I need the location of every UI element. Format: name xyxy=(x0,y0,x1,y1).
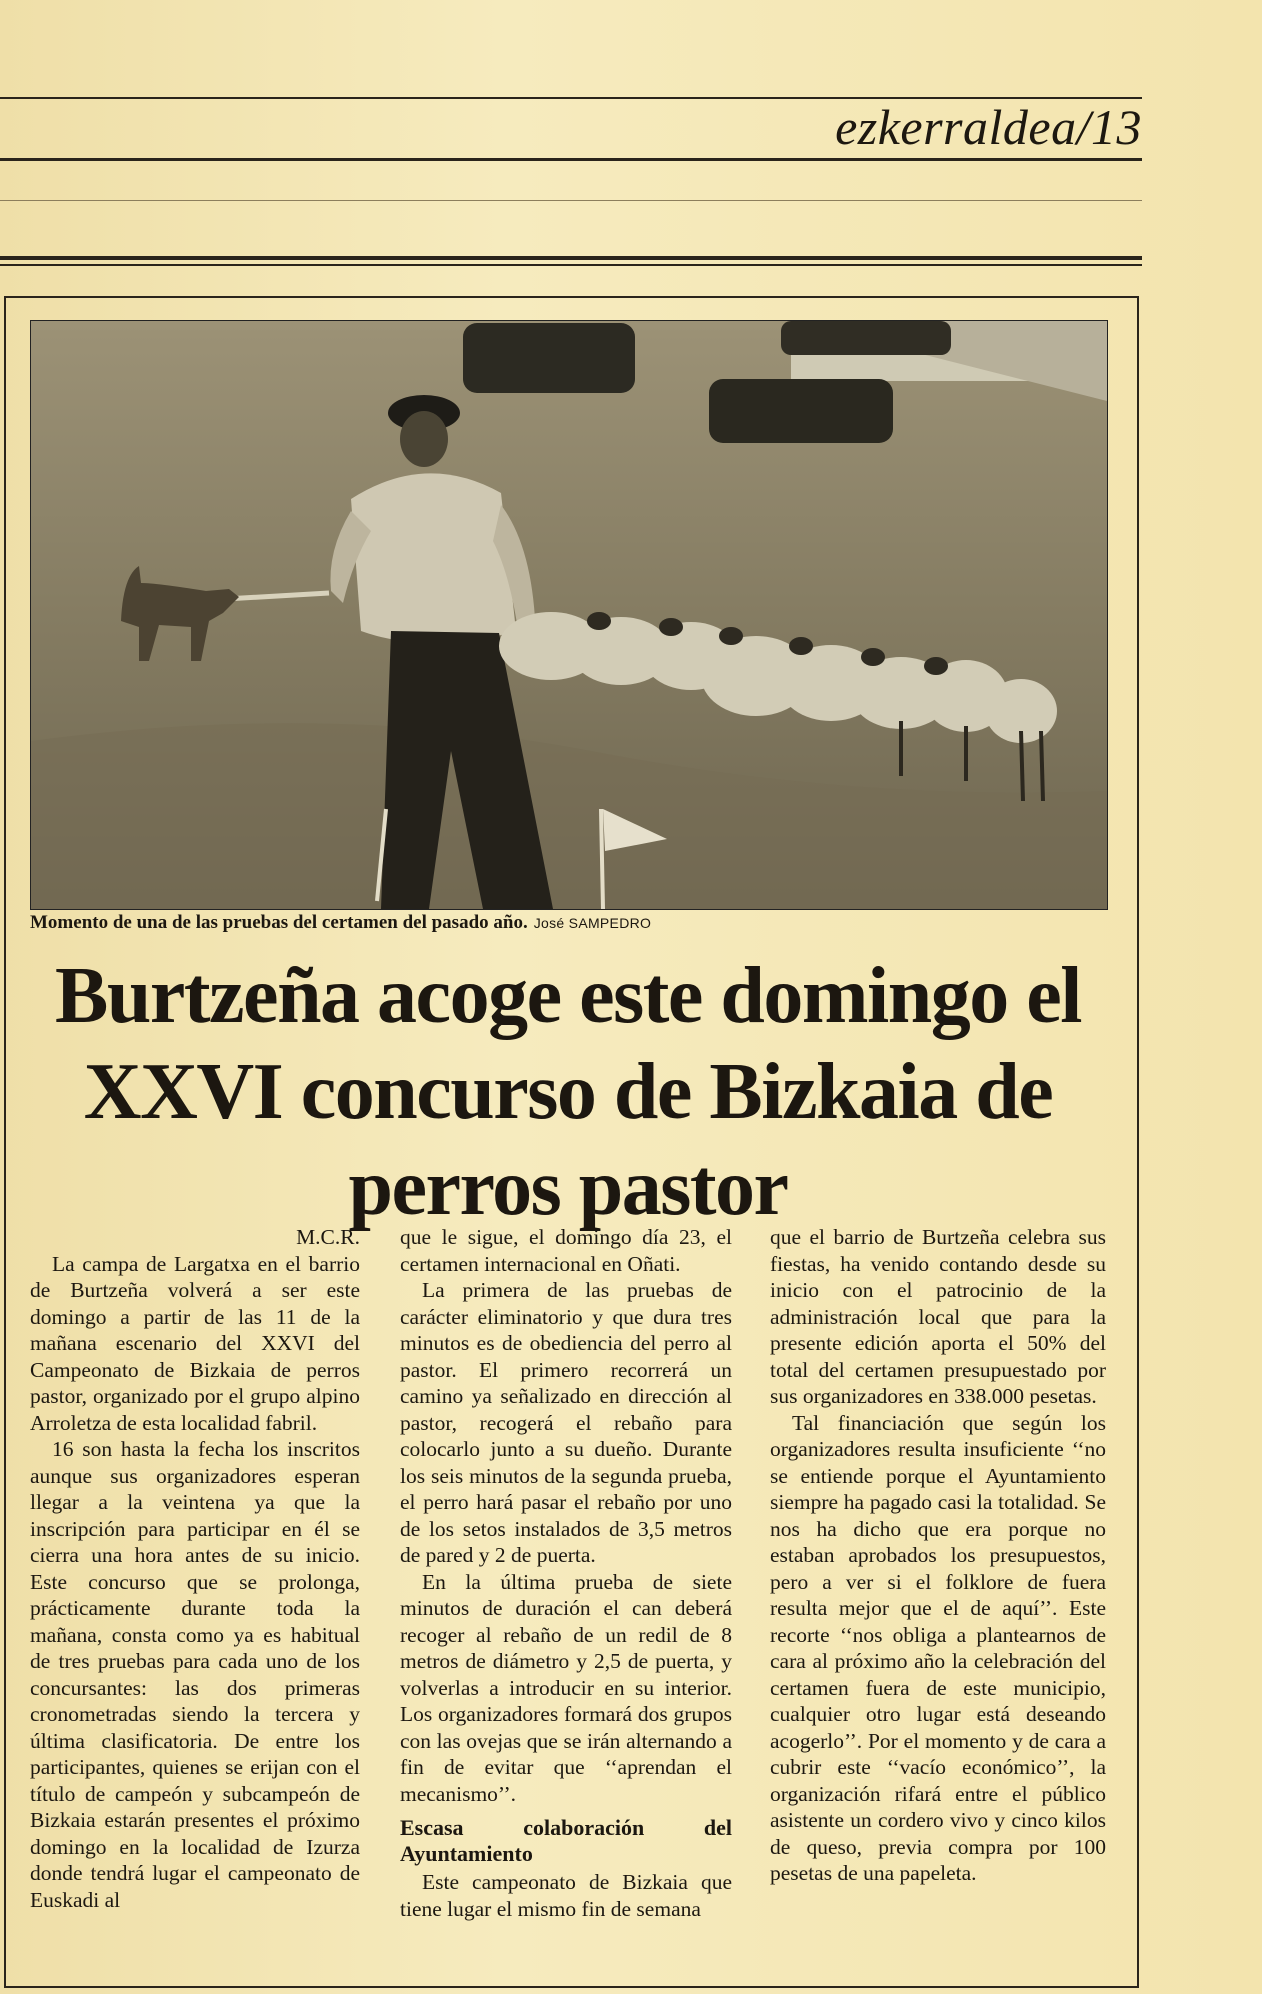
caption-text: Momento de una de las pruebas del certamen del pasado año. xyxy=(30,912,528,933)
paragraph: La primera de las pruebas de carácter eliminatorio y que dura tres minutos es de obediencia del perro al pastor. El primero recorrerá un camino ya señalizado en dirección al pastor, recogerá el rebaño para colocarlo junto a su dueño. Durante los seis minutos de la segunda prueba, el perro hará pasar el rebaño por uno de los setos instalados de 3,5 metros de pared y 2 de puerta. xyxy=(400,1278,732,1567)
header-rule-double-2 xyxy=(0,264,1142,266)
photo-caption xyxy=(30,912,1106,934)
header-rule-double-1 xyxy=(0,256,1142,260)
section-page-title: ezkerraldea/13 xyxy=(835,99,1142,155)
paragraph: La campa de Largatxa en el barrio de Burtzeña volverá a ser este domingo a partir de las 11 de la mañana escenario del XXVI del Campeonato de Bizkaia de perros pastor, organizado por el grupo alpino Arroletza de esta localidad fabril. xyxy=(30,1251,360,1435)
paragraph: que el barrio de Burtzeña celebra sus fiestas, ha venido contando desde su inicio con el patrocinio de la administración local que para la presente edición aporta el 50% del total del certamen presupuestado por sus organizadores en 338.000 pesetas. xyxy=(770,1225,1106,1408)
article-column-3 xyxy=(770,1224,1106,1887)
paragraph: 16 son hasta la fecha los inscritos aunque sus organizadores esperan llegar a la veintena ya que la inscripción para participar en él se cierra una hora antes de su inicio. Este concurso que se prolonga, prácticamente durante toda la mañana, consta como ya es habitual de tres pruebas para cada uno de los concursantes: las dos primeras cronometradas siendo la tercera y última clasificatoria. De entre los participantes, quienes se erijan con el título de campeón y subcampeón de Bizkaia estarán presentes el próximo domingo en la localidad de Izurza donde tendrá lugar el campeonato de Euskadi al xyxy=(30,1437,360,1912)
paragraph: Tal financiación que según los organizadores resulta insuficiente ‘‘no se entiende porque el Ayuntamiento siempre ha pagado casi la totalidad. Se nos ha dicho que era porque no estaban aprobados los presupuestos, pero a ver si el folklore de fuera resulta mejor que el de aquí’’. Este recorte ‘‘nos obliga a plantearnos de cara al próximo año la celebración del certamen fuera de este municipio, cualquier otro lugar está deseando acogerlo’’. Por el momento y de cara a cubrir este ‘‘vacío económico’’, la organización rifará entre el público asistente un cordero vivo y cinco kilos de queso, previa compra por 100 pesetas de una papeleta. xyxy=(770,1410,1106,1885)
paragraph: Este campeonato de Bizkaia que tiene lugar el mismo fin de semana xyxy=(400,1870,732,1921)
article-column-2 xyxy=(400,1224,732,1922)
photo-credit: José SAMPEDRO xyxy=(533,915,652,931)
paragraph: que le sigue, el domingo día 23, el certamen internacional en Oñati. xyxy=(400,1225,732,1276)
header-rule-under-title xyxy=(0,158,1142,161)
photo-shepherd-dog-sheep xyxy=(30,320,1108,910)
article-column-1 xyxy=(30,1224,360,1913)
article-subhead: Escasa colaboración del Ayuntamiento xyxy=(400,1815,732,1866)
byline: M.C.R. xyxy=(296,1225,360,1249)
paragraph: En la última prueba de siete minutos de duración el can deberá recoger al rebaño de un redil de 8 metros de diámetro y 2,5 de puerta, y volverlas a introducir en su interior. Los organizadores formará dos grupos con las ovejas que se irán alternando a fin de evitar que ‘‘aprendan el mecanismo’’. xyxy=(400,1569,732,1806)
article-headline: Burtzeña acoge este domingo el XXVI concurso de Bizkaia de perros pastor xyxy=(55,952,1081,1232)
header-rule-thin xyxy=(0,200,1142,201)
